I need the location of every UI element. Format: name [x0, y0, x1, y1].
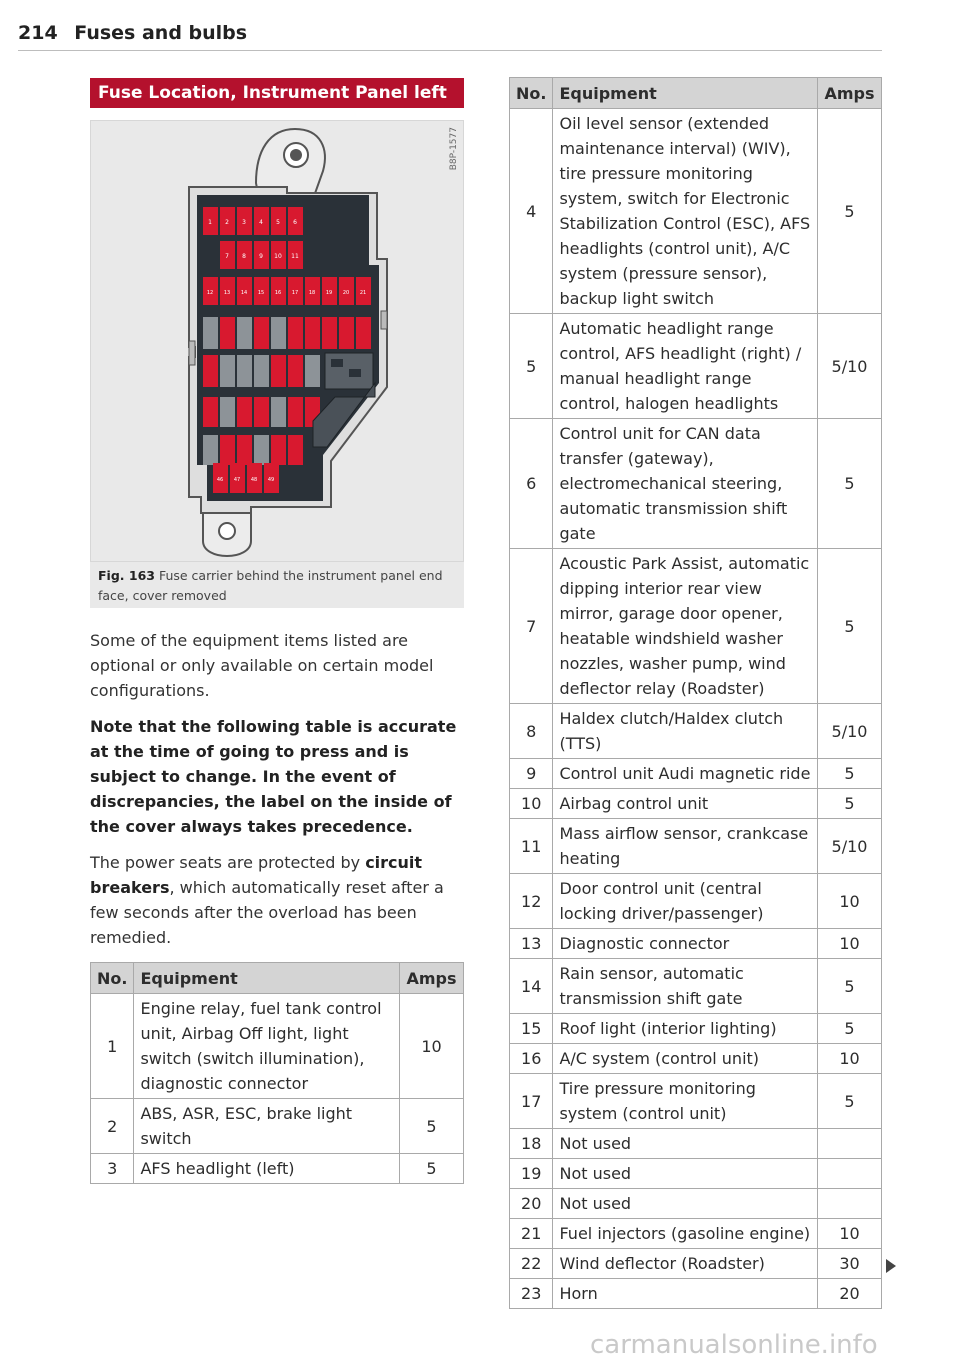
fuse-equipment: Automatic headlight range control, AFS headlight (right) / manual headlight range control, halogen headlights [553, 314, 818, 419]
svg-text:9: 9 [259, 253, 263, 260]
table-row [510, 1014, 882, 1044]
fuse-row-6 [203, 397, 320, 427]
fuse-number: 22 [510, 1249, 553, 1279]
svg-text:10: 10 [274, 253, 282, 260]
fuse-equipment: Wind deflector (Roadster) [553, 1249, 818, 1279]
table-row [510, 759, 882, 789]
fuse-equipment: Not used [553, 1189, 818, 1219]
table-row [510, 419, 882, 549]
continue-arrow-icon [886, 1259, 896, 1273]
fuse-amps: 5 [818, 1074, 882, 1129]
fuse-equipment: Oil level sensor (extended maintenance interval) (WIV), tire pressure monitoring system, switch for Electronic Stabilization Control (ESC), AFS headlights (control unit), A/C system (pressure sensor), backup light switch [553, 109, 818, 314]
fuse-amps: 30 [818, 1249, 882, 1279]
fuse-equipment: Roof light (interior lighting) [553, 1014, 818, 1044]
fuse-number: 21 [510, 1219, 553, 1249]
intro-paragraph: Some of the equipment items listed are optional or only available on certain model configurations. [90, 631, 434, 700]
fuse-equipment: Engine relay, fuel tank control unit, Airbag Off light, light switch (switch illumination), diagnostic connector [134, 994, 400, 1099]
fuse-amps: 5/10 [818, 314, 882, 419]
table-row [510, 1044, 882, 1074]
table-row [510, 1249, 882, 1279]
page-number: 214 [18, 22, 58, 44]
svg-text:47: 47 [233, 477, 241, 483]
fuse-amps: 5 [818, 109, 882, 314]
fuse-number: 12 [510, 874, 553, 929]
chapter-title: Fuses and bulbs [74, 22, 248, 44]
page-header [18, 22, 882, 51]
fuse-number: 5 [510, 314, 553, 419]
fuse-amps: 5 [818, 759, 882, 789]
table-row [510, 1219, 882, 1249]
fuse-amps: 10 [818, 1044, 882, 1074]
fuse-number: 17 [510, 1074, 553, 1129]
table-row [510, 314, 882, 419]
fuse-number: 8 [510, 704, 553, 759]
fuse-amps [818, 1189, 882, 1219]
fuse-number: 7 [510, 549, 553, 704]
fuse-equipment: AFS headlight (left) [134, 1154, 400, 1184]
fuse-amps: 10 [400, 994, 464, 1099]
table-row [510, 929, 882, 959]
fuse-number: 4 [510, 109, 553, 314]
fuse-number: 10 [510, 789, 553, 819]
note-paragraph: Note that the following table is accurate at the time of going to press and is subject to change. In the event of discrepancies, the label on the inside of the cover always takes precedence. [90, 717, 457, 836]
fuse-equipment: Acoustic Park Assist, automatic dipping interior rear view mirror, garage door opener, heatable windshield washer nozzles, washer pump, wind deflector relay (Roadster) [553, 549, 818, 704]
fuse-equipment: Horn [553, 1279, 818, 1309]
fuse-number: 1 [91, 994, 134, 1099]
svg-text:15: 15 [257, 290, 265, 296]
svg-text:48: 48 [250, 477, 258, 483]
fuse-equipment: Tire pressure monitoring system (control unit) [553, 1074, 818, 1129]
table-header-row [510, 78, 882, 109]
svg-text:49: 49 [267, 477, 275, 483]
fuse-amps [818, 1129, 882, 1159]
svg-text:16: 16 [274, 290, 282, 296]
fuse-number: 16 [510, 1044, 553, 1074]
svg-text:4: 4 [259, 219, 263, 226]
figure-code: B8P-1577 [449, 127, 459, 171]
table-row [510, 959, 882, 1014]
fuse-number: 6 [510, 419, 553, 549]
fuse-number: 23 [510, 1279, 553, 1309]
fuse-amps [818, 1159, 882, 1189]
table-row [510, 789, 882, 819]
svg-text:21: 21 [359, 290, 367, 296]
svg-text:11: 11 [291, 253, 299, 260]
watermark: carmanualsonline.info [590, 1330, 878, 1360]
fuse-amps: 5/10 [818, 704, 882, 759]
fuse-table-right [509, 77, 882, 1309]
fuse-amps: 5 [818, 789, 882, 819]
breaker-text-before: The power seats are protected by [90, 853, 366, 872]
fuse-amps: 5 [818, 959, 882, 1014]
fuse-number: 11 [510, 819, 553, 874]
table-row [510, 1159, 882, 1189]
svg-text:3: 3 [242, 219, 246, 226]
table-header-row [91, 963, 464, 994]
table-row [91, 994, 464, 1099]
table-row [510, 1074, 882, 1129]
fuse-equipment: Door control unit (central locking driver/passenger) [553, 874, 818, 929]
figure-caption [90, 562, 464, 608]
table-row [510, 874, 882, 929]
fuse-equipment: ABS, ASR, ESC, brake light switch [134, 1099, 400, 1154]
fuse-carrier-figure [90, 120, 464, 562]
fuse-number: 3 [91, 1154, 134, 1184]
table-row [510, 819, 882, 874]
header-equipment: Equipment [134, 963, 400, 994]
table-row [510, 1189, 882, 1219]
table-row [510, 1129, 882, 1159]
table-row [510, 1279, 882, 1309]
header-amps: Amps [400, 963, 464, 994]
fuse-equipment: A/C system (control unit) [553, 1044, 818, 1074]
header-equipment: Equipment [553, 78, 818, 109]
svg-text:8: 8 [242, 253, 246, 260]
table-row [91, 1154, 464, 1184]
fuse-amps: 10 [818, 1219, 882, 1249]
svg-text:17: 17 [291, 290, 299, 296]
table-row [510, 704, 882, 759]
fuse-equipment: Airbag control unit [553, 789, 818, 819]
fuse-equipment: Fuel injectors (gasoline engine) [553, 1219, 818, 1249]
svg-text:46: 46 [216, 477, 224, 483]
header-no: No. [510, 78, 553, 109]
figure-label: Fig. 163 [98, 568, 155, 583]
table-row [91, 1099, 464, 1154]
svg-text:13: 13 [223, 290, 231, 296]
fuse-amps: 5 [400, 1154, 464, 1184]
svg-text:20: 20 [342, 290, 350, 296]
header-amps: Amps [818, 78, 882, 109]
fuse-table-left [90, 962, 464, 1184]
fuse-amps: 5 [818, 549, 882, 704]
svg-text:12: 12 [206, 290, 214, 296]
fuse-amps: 5 [400, 1099, 464, 1154]
section-title: Fuse Location, Instrument Panel left [90, 78, 464, 108]
fuse-equipment: Not used [553, 1159, 818, 1189]
svg-text:19: 19 [325, 290, 333, 296]
fuse-carrier-illustration [91, 121, 463, 561]
breaker-text-after: , which automatically reset after a few seconds after the overload has been remedied. [90, 878, 444, 947]
fuse-equipment: Control unit Audi magnetic ride [553, 759, 818, 789]
table-row [510, 109, 882, 314]
fuse-number: 18 [510, 1129, 553, 1159]
svg-text:6: 6 [293, 219, 297, 226]
fuse-equipment: Not used [553, 1129, 818, 1159]
fuse-equipment: Control unit for CAN data transfer (gateway), electromechanical steering, automatic transmission shift gate [553, 419, 818, 549]
svg-text:7: 7 [225, 253, 229, 260]
fuse-number: 2 [91, 1099, 134, 1154]
fuse-equipment: Rain sensor, automatic transmission shift gate [553, 959, 818, 1014]
fuse-number: 9 [510, 759, 553, 789]
fuse-amps: 10 [818, 874, 882, 929]
fuse-number: 14 [510, 959, 553, 1014]
svg-text:5: 5 [276, 219, 280, 226]
fuse-number: 19 [510, 1159, 553, 1189]
fuse-amps: 5 [818, 419, 882, 549]
table-row [510, 549, 882, 704]
fuse-amps: 20 [818, 1279, 882, 1309]
figure-caption-text: Fuse carrier behind the instrument panel end face, cover removed [98, 568, 443, 603]
fuse-amps: 5 [818, 1014, 882, 1044]
fuse-number: 13 [510, 929, 553, 959]
relay-block [325, 353, 373, 389]
fuse-amps: 10 [818, 929, 882, 959]
breaker-text-bold: circuit breakers [90, 853, 423, 897]
svg-text:2: 2 [225, 219, 229, 226]
fuse-row-5 [203, 355, 320, 387]
fuse-equipment: Mass airflow sensor, crankcase heating [553, 819, 818, 874]
svg-text:1: 1 [208, 219, 212, 226]
fuse-equipment: Haldex clutch/Haldex clutch (TTS) [553, 704, 818, 759]
svg-text:18: 18 [308, 290, 316, 296]
fuse-number: 15 [510, 1014, 553, 1044]
header-no: No. [91, 963, 134, 994]
svg-text:14: 14 [240, 290, 248, 296]
fuse-equipment: Diagnostic connector [553, 929, 818, 959]
fuse-number: 20 [510, 1189, 553, 1219]
fuse-amps: 5/10 [818, 819, 882, 874]
breaker-paragraph [90, 850, 460, 950]
